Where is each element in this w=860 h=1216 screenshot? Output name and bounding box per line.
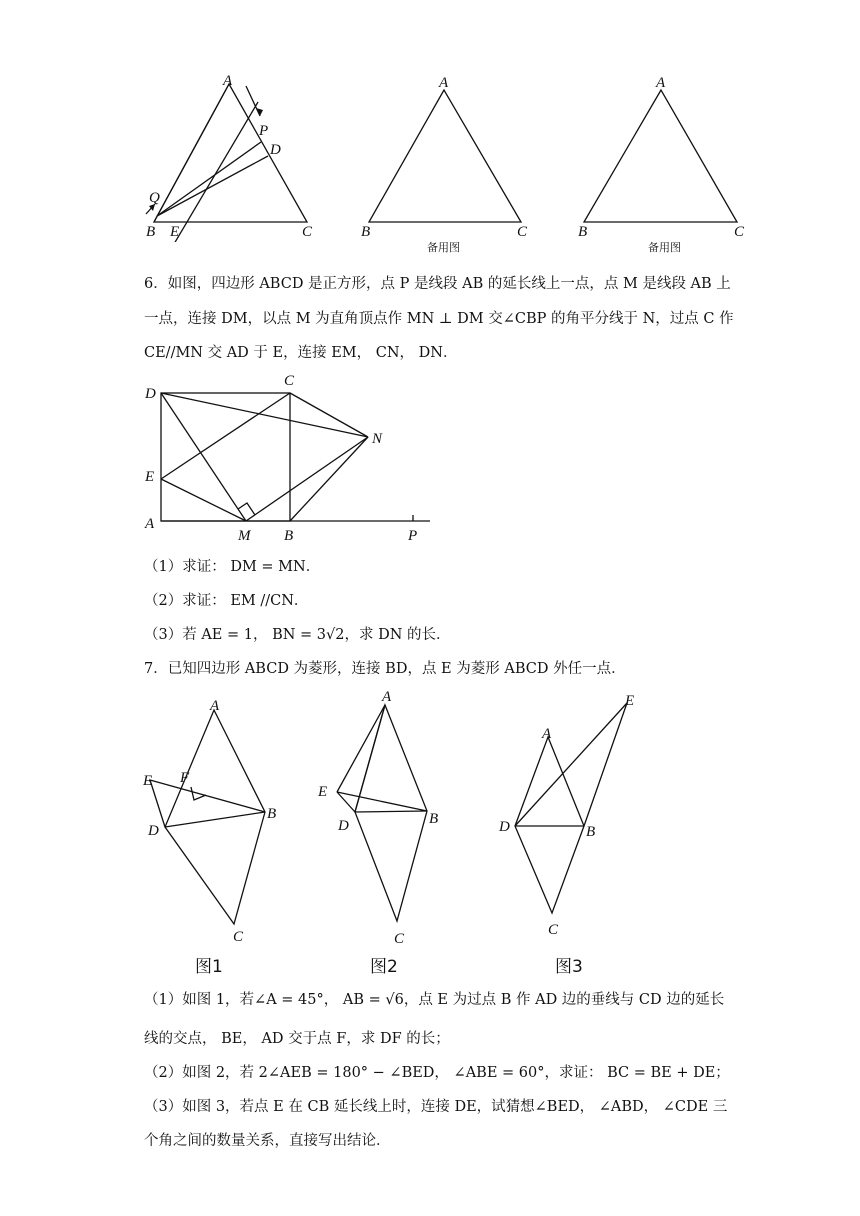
label-A: A xyxy=(145,516,155,532)
label-N: N xyxy=(372,431,383,447)
top-figure-2 xyxy=(355,72,540,257)
label-B: B xyxy=(284,528,294,544)
label-D: D xyxy=(499,819,510,835)
label-A: A xyxy=(439,75,449,91)
caption-fig1: 图1 xyxy=(195,957,223,977)
problem7-q2: （2）如图 2，若 2∠AEB = 180° − ∠BED， ∠ABE = 60°，求证： BC = BE + DE； xyxy=(144,1065,730,1081)
problem6-line1: 6．如图，四边形 ABCD 是正方形，点 P 是线段 AB 的延长线上一点，点 M 是线段 AB 上 xyxy=(144,276,731,292)
label-P: P xyxy=(408,528,418,544)
problem7-q1b: 线的交点， BE， AD 交于点 F，求 DF 的长； xyxy=(144,1031,450,1047)
label-A: A xyxy=(223,73,233,89)
label-E: E xyxy=(145,469,155,485)
label-E: E xyxy=(143,773,153,789)
label-A: A xyxy=(542,726,552,742)
caption-fig3: 图3 xyxy=(555,957,583,977)
label-A: A xyxy=(382,689,392,705)
problem7-figure-1 xyxy=(140,690,300,980)
problem7-line1: 7．已知四边形 ABCD 为菱形，连接 BD，点 E 为菱形 ABCD 外任一点． xyxy=(144,661,626,677)
label-B: B xyxy=(267,806,277,822)
label-F: F xyxy=(180,770,190,786)
problem7-q1a: （1）如图 1，若∠A = 45°， AB = √6，点 E 为过点 B 作 AD 边的垂线与 CD 边的延长 xyxy=(144,992,725,1008)
problem7-q3b: 个角之间的数量关系，直接写出结论． xyxy=(144,1133,391,1149)
spare-caption: 备用图 xyxy=(427,241,460,254)
label-D: D xyxy=(338,818,349,834)
label-C: C xyxy=(233,929,244,945)
problem6-q2: （2）求证： EM //CN． xyxy=(144,593,309,609)
label-B: B xyxy=(578,224,588,240)
problem7-figure-2 xyxy=(310,685,470,980)
label-C: C xyxy=(548,922,559,938)
caption-fig2: 图2 xyxy=(370,957,398,977)
label-D: D xyxy=(145,386,156,402)
problem6-q3: （3）若 AE = 1， BN = 3√2，求 DN 的长． xyxy=(144,627,451,643)
label-C: C xyxy=(734,224,745,240)
label-B: B xyxy=(146,224,156,240)
problem6-figure xyxy=(140,368,440,548)
label-E: E xyxy=(170,224,180,240)
label-P: P xyxy=(259,123,269,139)
label-C: C xyxy=(302,224,313,240)
label-A: A xyxy=(656,75,666,91)
problem7-q3a: （3）如图 3，若点 E 在 CB 延长线上时，连接 DE，试猜想∠BED， ∠ABD， ∠CDE 三 xyxy=(144,1099,728,1115)
problem7-figure-3 xyxy=(495,685,655,980)
spare-caption: 备用图 xyxy=(648,241,681,254)
label-A: A xyxy=(210,698,220,714)
label-B: B xyxy=(429,811,439,827)
label-D: D xyxy=(270,142,281,158)
label-B: B xyxy=(361,224,371,240)
label-C: C xyxy=(284,373,295,389)
label-E: E xyxy=(318,784,328,800)
problem6-line2: 一点，连接 DM，以点 M 为直角顶点作 MN ⊥ DM 交∠CBP 的角平分线于 N，过点 C 作 xyxy=(144,311,734,327)
label-M: M xyxy=(238,528,251,544)
label-D: D xyxy=(148,823,159,839)
label-B: B xyxy=(586,824,596,840)
top-figure-3 xyxy=(570,72,755,257)
label-Q: Q xyxy=(149,190,160,206)
label-C: C xyxy=(517,224,528,240)
problem6-line3: CE//MN 交 AD 于 E，连接 EM， CN， DN． xyxy=(144,345,458,361)
problem6-q1: （1）求证： DM = MN． xyxy=(144,559,321,575)
label-E: E xyxy=(625,693,635,709)
top-figure-1 xyxy=(140,72,320,242)
label-C: C xyxy=(394,931,405,947)
